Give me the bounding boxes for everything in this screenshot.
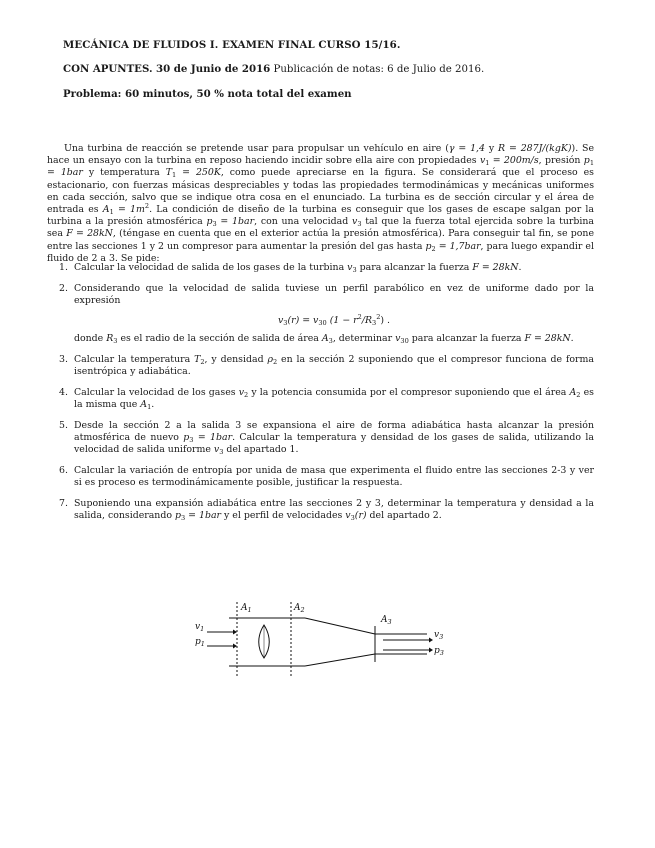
math-sub: 2: [272, 358, 278, 367]
q-text: donde: [74, 333, 107, 345]
q-text: Suponiendo una expansión adiabática entre las secciones 2 y 3, determinar la temperatura y densidad a la salida, considerando: [74, 497, 594, 522]
q-text: y el perfil de velocidades: [221, 510, 346, 522]
math-value: F = 28kN: [66, 228, 113, 240]
math-var: v: [479, 155, 486, 167]
math-sup: 2: [376, 313, 381, 322]
math-var: A: [140, 399, 148, 411]
math-sub: 3: [283, 319, 288, 328]
math-var: v: [213, 444, 220, 456]
q-text: Calcular la velocidad de los gases: [74, 386, 239, 398]
question-list: [47, 262, 594, 531]
math-sup: 2: [357, 313, 362, 322]
q-text: .: [570, 333, 574, 345]
math-value: = 1m: [113, 204, 145, 216]
intro-text: , para luego expandir el fluido de 2 a 3. Se pide:: [47, 240, 594, 264]
math-sub: 1: [172, 171, 177, 180]
math-sub: 2: [576, 390, 581, 399]
arrowhead-v1: [233, 630, 237, 635]
math-sub: 3: [212, 220, 217, 229]
nozzle-top-wall: [305, 618, 375, 634]
math-sub: 3: [219, 448, 224, 457]
intro-text: , presión: [538, 155, 584, 167]
question-item: [47, 283, 594, 346]
math-var: ρ: [267, 354, 273, 366]
math-var: (r) = v: [287, 315, 319, 327]
label-p1: $p_1$: [195, 637, 205, 648]
question-number: 5.: [59, 419, 68, 431]
math-sub: 1: [109, 208, 114, 217]
velocity-profile-formula: [74, 315, 594, 327]
intro-text: y temperatura: [82, 167, 166, 179]
question-item: [47, 465, 594, 489]
problem-statement: [47, 143, 594, 265]
exam-date-line: [63, 63, 484, 75]
question-number: 6.: [59, 464, 68, 476]
q-text: , y densidad: [204, 354, 268, 366]
q-text: para alcanzar la fuerza: [408, 333, 525, 345]
label-A2: $A_2$: [294, 603, 305, 614]
question-number: 3.: [59, 354, 68, 366]
math-var: v: [277, 315, 284, 327]
math-var: ) .: [380, 315, 391, 327]
question-continuation: [74, 333, 594, 345]
q-text: Calcular la variación de entropía por unida de masa que experimenta el fluido entre las secciones 2-3 y ver si es proceso es termodinámicamente posible, justificar la respuesta.: [74, 464, 594, 489]
arrowhead-v3: [429, 638, 433, 643]
intro-text: ). Se hace un ensayo con la turbina en reposo haciendo incidir sobre ella aire con propiedades: [47, 143, 595, 167]
q-text: Calcular la temperatura: [74, 354, 195, 366]
problem-weight-line: Problema: 60 minutos, 50 % nota total del examen: [63, 88, 352, 100]
turbine-diagram: [185, 596, 455, 676]
exam-date-bold: CON APUNTES. 30 de Junio de 2016: [63, 63, 271, 75]
question-number: 2.: [59, 282, 68, 294]
math-value: F = 28kN: [524, 333, 571, 345]
math-var: A: [321, 333, 329, 345]
nozzle-bottom-wall: [305, 654, 375, 666]
math-value: = 1bar: [185, 510, 222, 522]
q-text: del apartado 1.: [223, 444, 299, 456]
math-var: v: [238, 386, 244, 398]
math-var: p: [183, 432, 190, 444]
math-sub: 3: [352, 266, 357, 274]
q-text: . Calcular la temperatura y densidad de los gases de salida, utilizando la velocidad de salida uniforme: [74, 432, 594, 456]
math-var: (r): [354, 510, 367, 522]
label-v1: $v_1$: [195, 622, 205, 633]
math-var: R: [106, 333, 114, 345]
label-v3: $v_3$: [434, 630, 444, 641]
math-sub: 1: [485, 159, 490, 168]
question-item: [47, 498, 594, 522]
math-sub: 30: [400, 337, 409, 346]
q-text: es la misma que: [74, 386, 594, 411]
q-text: Calcular la velocidad de salida de los gases de la turbina: [74, 262, 348, 273]
math-sub: 2: [244, 390, 249, 399]
math-value: = 1bar: [193, 432, 233, 444]
intro-text: , como puede apreciarse en la figura. Se considerará que el proceso es estacionario, con fuerzas másicas despreciables y todas las propiedades termodinámicas y mecánicas uniformes en cada sección, salvo que se indique otra cosa en el enunciado. La turbina es de sección circular y el área de entrada es: [47, 167, 594, 216]
math-var: /R: [361, 315, 373, 327]
exam-date-rest: Publicación de notas: 6 de Julio de 2016.: [270, 64, 485, 75]
math-value: = 200m/s: [489, 155, 539, 167]
math-var: v: [395, 333, 401, 345]
math-sub: 2: [200, 358, 205, 367]
math-var: v: [345, 510, 351, 522]
math-var: p: [174, 510, 181, 522]
q-text: .: [151, 399, 155, 411]
intro-text: tal que la fuerza total ejercida sobre la turbina sea: [47, 216, 595, 240]
math-sub: 1: [589, 159, 594, 168]
exam-title: MECÁNICA DE FLUIDOS I. EXAMEN FINAL CURSO 15/16.: [63, 39, 401, 51]
question-number: 4.: [59, 386, 68, 398]
math-sub: 3: [350, 514, 355, 523]
math-sub: 3: [181, 514, 186, 523]
math-value: = 1,7bar: [435, 240, 481, 252]
math-value: = 1bar: [47, 167, 83, 179]
math-sub: 3: [189, 436, 194, 445]
math-value: F = 28kN: [472, 262, 519, 273]
math-var: v: [352, 216, 358, 228]
intro-text: Una turbina de reacción se pretende usar para propulsar un vehículo en aire (: [64, 143, 449, 154]
question-number: 1.: [59, 262, 68, 273]
q-text: en la sección 2 suponiendo que el compresor funciona de forma isentrópica y adiabática.: [74, 354, 594, 378]
q-text: es el radio de la sección de salida de área: [117, 333, 322, 345]
question-item: [47, 262, 594, 274]
math-sub: 3: [328, 337, 333, 346]
intro-text: , con una velocidad: [254, 216, 353, 228]
math-gamma: γ = 1,4: [448, 143, 485, 154]
math-R: R = 287J/(kgK): [498, 143, 572, 154]
q-text: Considerando que la velocidad de salida tuviese un perfil parabólico en vez de uniforme dado por la expresión: [74, 282, 594, 306]
math-var: A: [569, 386, 577, 398]
intro-text: , (téngase en cuenta que en el exterior actúa la presión atmosférica). Para conseguir tal fin, se pone entre las secciones 1 y 2 un compresor para aumentar la presión del gas hasta: [47, 228, 594, 252]
math-sub: 3: [113, 337, 118, 346]
q-text: del apartado 2.: [366, 510, 442, 522]
math-var: A: [102, 204, 110, 216]
math-var: T: [165, 167, 172, 179]
math-sup: 2: [144, 202, 150, 211]
q-text: Desde la sección 2 a la salida 3 se expansiona el aire de forma adiabática hasta alcanzar la presión atmosférica de nuevo: [74, 419, 594, 444]
question-number: 7.: [59, 497, 68, 509]
math-var: p: [206, 216, 213, 228]
arrowhead-p3: [429, 648, 433, 653]
math-sub: 2: [431, 244, 436, 253]
intro-text: . La condición de diseño de la turbina es conseguir que los gases de escape salgan por la turbina a la presión atmosférica: [47, 204, 594, 228]
arrowhead-p1: [233, 644, 237, 649]
q-text: y la potencia consumida por el compresor suponiendo que el área: [248, 386, 570, 398]
label-A1: $A_1$: [241, 603, 252, 614]
intro-text: y: [484, 143, 499, 154]
q-text: .: [518, 262, 522, 273]
math-var: T: [194, 354, 201, 366]
math-sub: 3: [357, 220, 362, 229]
question-item: [47, 420, 594, 457]
question-item: [47, 354, 594, 378]
math-var: p: [583, 155, 590, 167]
math-sub: 30: [318, 319, 327, 328]
math-sub: 1: [147, 403, 152, 412]
math-var: p: [425, 240, 432, 252]
math-var: (1 − r: [326, 315, 358, 327]
question-item: [47, 387, 594, 411]
math-value: = 1bar: [216, 216, 255, 228]
math-var: v: [347, 262, 353, 273]
q-text: para alcanzar la fuerza: [356, 262, 473, 273]
label-A3: $A_3$: [381, 615, 392, 626]
label-p3: $p_3$: [434, 646, 444, 657]
q-text: , determinar: [332, 333, 396, 345]
math-sub: 3: [372, 319, 377, 328]
math-value: = 250K: [176, 167, 221, 179]
